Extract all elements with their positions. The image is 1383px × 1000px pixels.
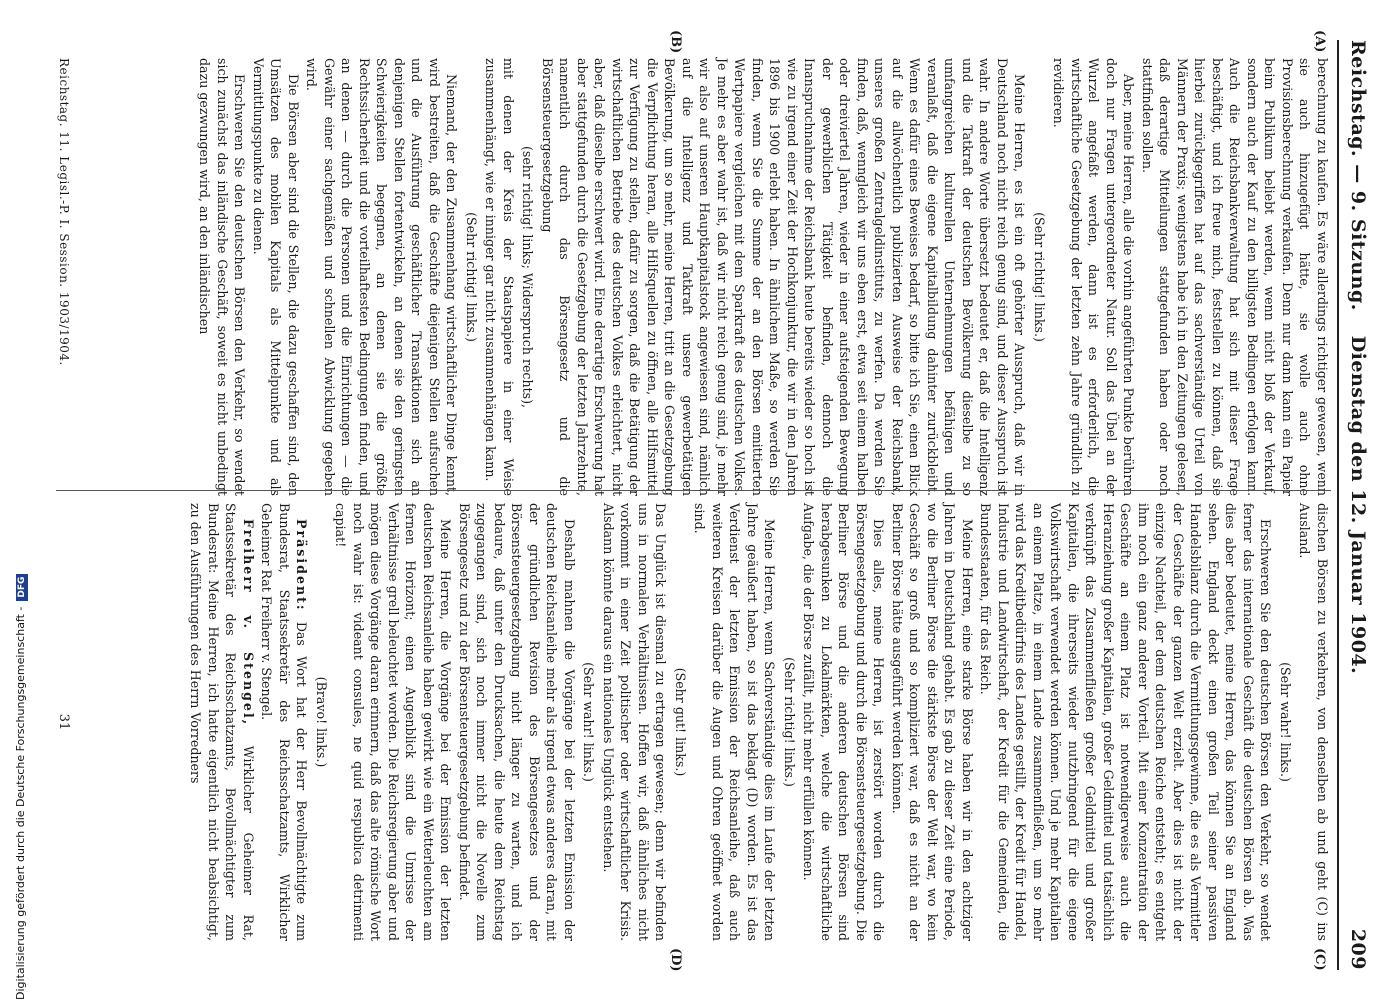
interjection: (Sehr wahr! links.) [581,662,597,782]
interjection: (Sehr wahr! links.) [1278,662,1293,782]
footer-page-number: 31 [56,713,71,731]
paragraph: Niemand, der den Zusammenhang wirtschaftlicher Dinge kennt, wird bestreiten, daß die Geschäfte diejenigen Stellen aufsuchen und die Ausführung geschäftlicher Transaktionen sich an denjenigen Stellen fortentwickeln, an denen sie den geringsten Schwierigkeiten begegnen, an denen sie die größte Rechtssicherheit und die vorteilhaftesten Bedingungen finden, und an denen — durch die Personen und die Einrichtungen — die Gewähr einer sachgemäßen und schnellen Abwicklung gegeben wird. [304,58,460,496]
speaker-paragraph [187,503,257,941]
interjection: (Sehr richtig! links.) [782,657,797,787]
interjection: (Bravo! links.) [314,676,329,768]
margin-marker-c: (C) [1312,948,1327,971]
paragraph: berechnung zu kaufen. Es wäre allerdings richtiger gewesen, wenn sie auch hinzugefügt hätte, sie wolle auch ohne Provisionsberechnung verkaufen. Denn nur dann kann ein Papier beim Publikum beliebt werden, wenn nicht bloß der Verkauf, sondern auch der Kauf zu den billigsten Bedingen erfolgen kann. Auch die Reichsbankverwaltung hat sich mit dieser Frage beschäftigt, und ich freue mich, feststellen zu können, daß sie hierbei zurückgegriffen hat auf das sachverständige Urteil von Männern der Praxis; wenigstens habe ich in den Zeitungen gelesen, daß derartige Mitteilungen stattgefunden haben oder noch stattfinden sollen. [1140,58,1330,496]
header-center: Dienstag den 12. Januar 1904. [1347,335,1369,675]
paragraph: dischen Börsen zu verkehren, von denselben ab und geht (C) ins Ausland. [1297,503,1330,941]
right-column [186,503,1331,941]
margin-marker-d: (D) [668,948,683,972]
president-paragraph [258,503,311,941]
paragraph: Das Unglück ist diesmal zu ertragen gewesen; denn wir befinden uns in normalen Verhältnissen. Hoffen wir, daß ähnliches nicht vorkommt in einer Zeit politischer oder wirtschaftlicher Krisis. Alsdann könnte daraus ein nationales Unglück entstehen. [601,503,669,941]
president-label: Präsident: [294,519,310,612]
running-header [1339,40,1369,970]
paragraph: Deshalb mahnen die Vorgänge bei der letzten Emission der deutschen Reichsanleihe mehr als irgend etwas anderes daran, mit der gründlichen Revision des Börsengesetzes und der Börsensteuergesetzgebung nicht länger zu warten, und ich bedaure, daß unter den Drucksachen, die heute dem Reichstag zugegangen sind, sich noch immer nicht die Novelle zum Börsengesetz und zu der Börsensteuergesetzgebung befindet. [457,503,577,941]
column-divider [56,490,1331,491]
paragraph: Erschweren Sie den deutschen Börsen den Verkehr, so wendet sich zunächst das inländische Geschäft, soweit es nicht unbedingt dazu gezwungen wird, an den inländischen [197,58,248,496]
footer-session: Reichstag. 11. Legisl.-P. I. Session. 1903/1904. [57,58,71,366]
paragraph: Meine Herren, eine starke Börse haben wir in den achtziger Jahren in Deutschland gehabt. Es gab zu dieser Zeit eine Periode, wo die Berliner Börse die stärkste Börse der Welt war, wo kein Geschäft so groß und so kompliziert war, daß es nicht an der Berliner Börse hätte ausgeführt werden können. [890,503,975,941]
margin-marker-b: (B) [668,30,683,54]
paragraph: Aber, meine Herren, alle die vorhin angeführten Punkte berühren doch nur Fragen untergeordneter Natur. Soll das Übel an der Wurzel angefaßt werden, dann ist es erforderlich, die wirtschaftliche Gesetzgebung der letzten zehn Jahre gründlich zu revidieren. [1051,58,1137,496]
header-rule [1337,40,1339,970]
paragraph: mit denen der Kreis der Staatspapiere in einer Weise zusammenhängt, wie er inniger gar nicht zusammenhängen kann. [483,58,516,496]
paragraph: Meine Herren, wenn Sachverständige dies im Laufe der letzten Jahre geäußert haben, so ist das beklagt (D) worden. Es ist das Verdienst der letzten Emission der Reichsanleihe, daß auch weiteren Kreisen darüber die Augen und Ohren geöffnet worden sind. [692,503,778,941]
interjection: (Sehr richtig! links.) [1032,212,1047,342]
president-text: Das Wort hat der Herr Bevollmächtigte zum Bundesrat, Staatssekretär des Reichsschatzamts, Wirklicher Geheimer Rat Freiherr v. Stengel. [259,503,310,941]
paragraph: Erschweren Sie den deutschen Börsen den Verkehr, so wendet ferner das internationale Geschäft die deutschen Börsen ab. Was dies aber bedeutet, meine Herren, das können Sie an England sehen. England deckt einen großen Teil seiner passiven Handelsbilanz durch die Vermittlungsgewinne, die es als Vermittler der Geschäfte der ganzen Welt erzielt. Aber dies ist nicht der einzige Nachteil, der dem deutschen Reiche entsteht; es entgeht ihm noch ein ganz anderer Vorteil. Mit einer Konzentration der Geschäfte an einem Platz ist notwendigerweise auch die Heranziehung großer Kapitalien, großer Geldmittel und tatsächlich verknüpft das Zusammenfließen großer Geldmittel und großer Kapitalien, die ihrerseits wieder nutzbringend für die eigene Volkswirtschaft verwendet werden können. Und je mehr Kapitalien an einem Platze, in einem Lande zusammenfließen, um so mehr wird das Kreditbedürfnis des Landes gestillt, der Kredit für Handel, Industrie und Landwirtschaft, der Kredit für die Gemeinden, die Bundesstaaten, für das Reich. [978,503,1274,941]
header-left: Reichstag. — 9. Sitzung. [1347,40,1369,311]
paragraph: Meine Herren, es ist ein oft gehörter Ausspruch, daß wir in Deutschland noch nicht reich genug sind, und dieser Ausspruch ist wahr. In andere Worte übersetzt bedeutet er, daß die Intelligenz und die Tatkraft der deutschen Bevölkerung dieselbe zu so umfangreichen kulturellen Unternehmungen befähigen und veranlaßt, daß die eigene Kapitalbildung dahinter zurückbleibt. Wenn es dafür eines Beweises bedarf, so bitte ich Sie, einen Blick auf die allwöchentlich publizierten Ausweise der Reichsbank, unseres großen Zentralgeldinstituts, zu werfen. Da werden Sie finden, daß, wenngleich wir uns eben erst, etwa seit einem halben oder dreiviertel Jahren, wieder in einer aufsteigenden Bewegung der gewerblichen Tätigkeit befinden, dennoch die Inanspruchnahme der Reichsbank heute bereits wieder so hoch ist wie zu irgend einer Zeit der Hochkonjunktur, die wir in den Jahren 1896 bis 1900 erlebt haben. In ähnlichem Maße, so werden Sie finden, wenn Sie die Summe der an den Börsen emittierten Wertpapiere vergleichen mit dem Sparkraft des deutschen Volkes. Je mehr es aber wahr ist, daß wir nicht reich genug sind, je mehr wir also auf unseren Hauptkapitalstock angewiesen sind, nämlich auf die Intelligenz und Tatkraft unsere gewerbetätigen Bevölkerung, um so mehr, meine Herren, tritt an die Gesetzgebung die Verpflichtung heran, alle Hilfsquellen zu öffnen, alle Hilfsmittel zur Verfügung zu stellen, dafür zu sorgen, daß die Betätigung der wirtschaftlichen Betriebe des deutschen Volkes erleichtert, nicht aber, daß dieselbe erschwert wird. Eine derartige Erschwerung hat aber stattgefunden durch die Gesetzgebung der letzten Jahrzehnte, namentlich durch das Börsengesetz und die Börsensteuergesetzgebung [540,58,1028,496]
paragraph: Die Börsen aber sind die Stellen, die dazu geschaffen sind, den Umsätzen des mobilen Kapitals als Mittelpunkte und als Vermittlungspunkte zu dienen. [251,58,301,496]
credit-text: Digitalisierung gefördert durch die Deutsche Forschungsgemeinschaft - [14,606,27,1000]
speaker-text: Wirklicher Geheimer Rat, Staatssekretär des Reichsschatzamts, Bevollmächtigter zum Bundesrat: Meine Herren, ich hatte eigentlich nicht beabsichtigt, zu den Ausführungen des Herrn Vorredners [188,503,256,941]
header-page-number: 209 [1347,928,1369,970]
paragraph: Dies alles, meine Herren, ist zerstört worden durch die Börsengesetzgebung und durch die Börsensteuergesetzgebung. Die Berliner Börse und die anderen deutschen Börsen sind herabgesunken zu Lokalmärkten, welche die wirtschaftliche Aufgabe, die der Börse zufällt, nicht mehr erfüllen können. [801,503,887,941]
left-column [195,58,1331,496]
interjection: (Sehr richtig! links.) [464,212,479,342]
paragraph: Meine Herren, die Vorgänge bei der Emission der letzten deutschen Reichsanleihe haben gewirkt wie ein Wetterleuchten am fernen Horizont; einen Augenblick sind die Umrisse der Verhältnisse grell beleuchtet worden. Die Reichsregierung aber und mögen diese Vorgänge daran erinnern, daß das alte römische Wort noch wahr ist: videant consules, ne quid respublica detrimenti capiat! [333,503,454,941]
interjection: (sehr richtig! links; Widerspruch rechts), [520,145,536,409]
dfg-logo: DFG [16,574,28,601]
margin-marker-a: (A) [1312,30,1327,53]
interjection: (Sehr gut! links.) [673,667,688,777]
speaker-label: Freiherr v. Stengel, [241,519,256,727]
